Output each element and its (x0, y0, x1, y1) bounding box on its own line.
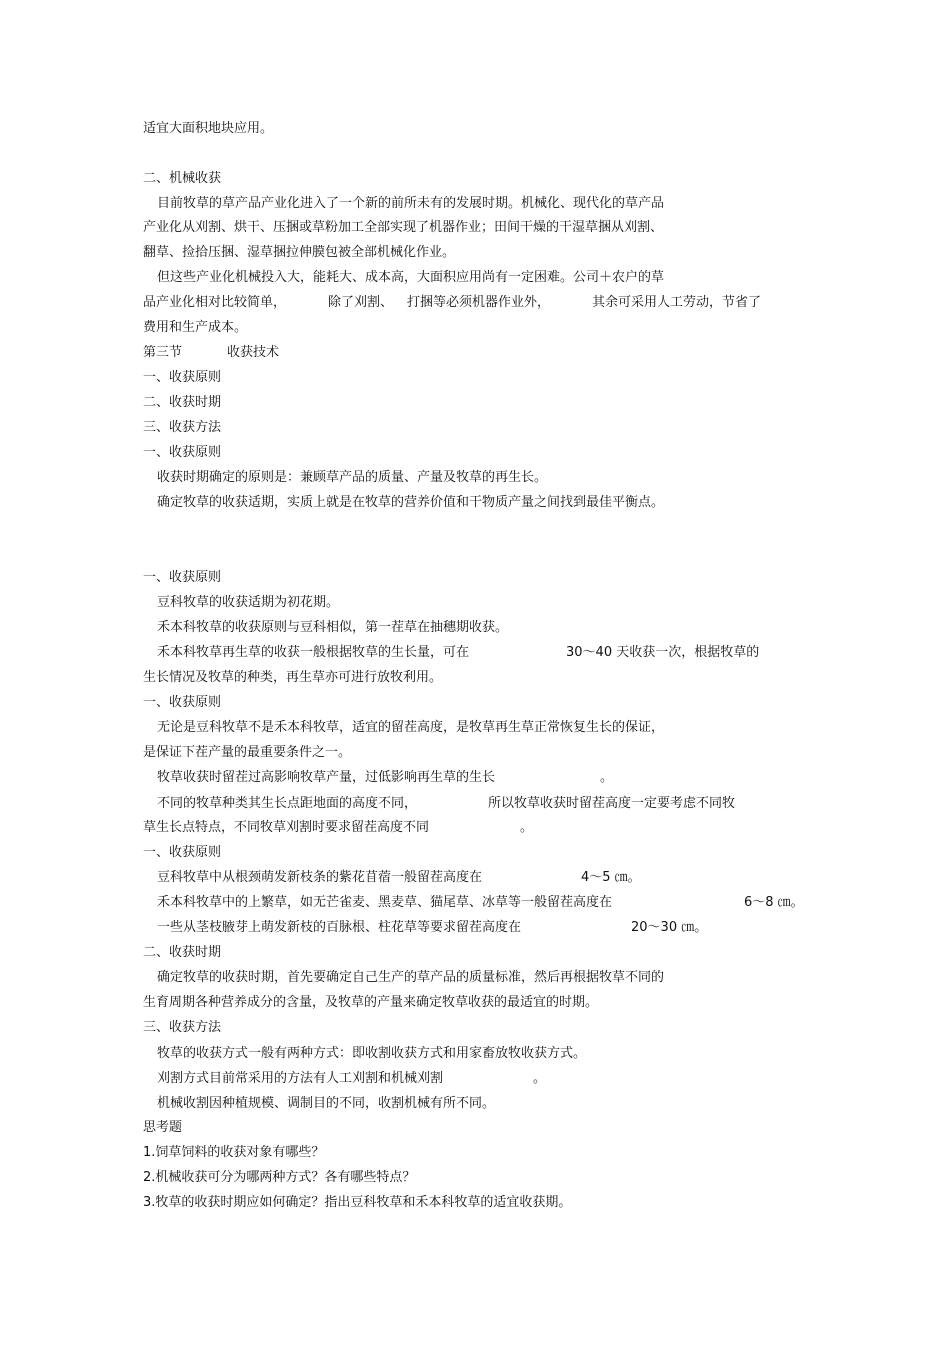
text-line: 刈割方式目前常采用的方法有人工刈割和机械刈割 (157, 1071, 444, 1086)
section-heading: 二、机械收获 (143, 171, 222, 186)
text-line: 20～30 ㎝。 (631, 920, 708, 935)
text-line: 确定牧草的收获适期，实质上就是在牧草的营养价值和干物质产量之间找到最佳平衡点。 (157, 495, 665, 510)
text-line: 生长情况及牧草的种类，再生草亦可进行放牧利用。 (143, 670, 443, 685)
text-line: 确定牧草的收获时期，首先要确定自己生产的草产品的质量标准，然后再根据牧草不同的 (157, 970, 665, 985)
text-line: 牧草的收获方式一般有两种方式：即收割收获方式和用家畜放牧收获方式。 (157, 1046, 587, 1061)
text-line: 是保证下茬产量的最重要条件之一。 (143, 745, 352, 760)
text-line: 机械收割因种植规模、调制目的不同，收割机械有所不同。 (157, 1096, 496, 1111)
text-line: 。 (520, 820, 534, 835)
section-heading: 二、收获时期 (143, 395, 222, 410)
section-heading: 一、收获原则 (143, 445, 222, 460)
question-item: 3.牧草的收获时期应如何确定？指出豆科牧草和禾本科牧草的适宜收获期。 (143, 1195, 572, 1210)
section-heading: 三、收获方法 (143, 420, 222, 435)
text-line: 不同的牧草种类其生长点距地面的高度不同， (157, 796, 418, 811)
text-line: 。 (533, 1071, 547, 1086)
text-line: 30～40 天收获一次，根据牧草的 (566, 645, 760, 660)
text-line: 翻草、捡拾压捆、湿草捆拉伸膜包被全部机械化作业。 (143, 245, 456, 260)
text-line: 4～5 ㎝。 (581, 870, 641, 885)
section-heading: 三、收获方法 (143, 1020, 222, 1035)
question-item: 2.机械收获可分为哪两种方式？各有哪些特点？ (143, 1170, 416, 1185)
section-heading: 收获技术 (227, 345, 280, 360)
text-line: 无论是豆科牧草不是禾本科牧草，适宜的留茬高度，是牧草再生草正常恢复生长的保证， (157, 720, 665, 735)
text-line: 费用和生产成本。 (143, 320, 248, 335)
section-heading: 一、收获原则 (143, 570, 222, 585)
section-heading: 一、收获原则 (143, 370, 222, 385)
text-line: 牧草收获时留茬过高影响牧草产量，过低影响再生草的生长 (157, 770, 496, 785)
section-heading: 一、收获原则 (143, 695, 222, 710)
text-line: 但这些产业化机械投入大，能耗大、成本高，大面积应用尚有一定困难。公司＋农户的草 (157, 270, 665, 285)
text-line: 品产业化相对比较简单， (143, 295, 287, 310)
text-line: 产业化从刈割、烘干、压捆或草粉加工全部实现了机器作业；田间干燥的干湿草捆从刈割、 (143, 220, 664, 235)
section-heading: 思考题 (143, 1120, 183, 1135)
text-line: 草生长点特点，不同牧草刈割时要求留茬高度不同 (143, 820, 430, 835)
text-line: 适宜大面积地块应用。 (143, 121, 274, 136)
text-line: 一些从茎枝腋芽上萌发新枝的百脉根、柱花草等要求留茬高度在 (157, 920, 522, 935)
text-line: 豆科牧草中从根颈萌发新枝条的紫花苜蓿一般留茬高度在 (157, 870, 483, 885)
text-line: 。 (600, 770, 614, 785)
text-line: 禾本科牧草再生草的收获一般根据牧草的生长量，可在 (157, 645, 470, 660)
section-heading: 第三节 (143, 345, 183, 360)
text-line: 禾本科牧草中的上繁草，如无芒雀麦、黑麦草、猫尾草、冰草等一般留茬高度在 (157, 895, 613, 910)
text-line: 所以牧草收获时留茬高度一定要考虑不同牧 (488, 796, 736, 811)
text-line: 打捆等必须机器作业外， (407, 295, 551, 310)
text-line: 豆科牧草的收获适期为初花期。 (157, 595, 340, 610)
text-line: 6～8 ㎝。 (744, 895, 804, 910)
section-heading: 一、收获原则 (143, 845, 222, 860)
text-line: 收获时期确定的原则是：兼顾草产品的质量、产量及牧草的再生长。 (157, 470, 548, 485)
question-item: 1.饲草饲料的收获对象有哪些？ (143, 1145, 325, 1160)
text-line: 禾本科牧草的收获原则与豆科相似，第一茬草在抽穗期收获。 (157, 620, 509, 635)
text-line: 除了刈割、 (328, 295, 394, 310)
text-line: 其余可采用人工劳动，节省了 (592, 295, 762, 310)
text-line: 目前牧草的草产品产业化进入了一个新的前所未有的发展时期。机械化、现代化的草产品 (157, 196, 665, 211)
section-heading: 二、收获时期 (143, 945, 222, 960)
text-line: 生育周期各种营养成分的含量，及牧草的产量来确定牧草收获的最适宜的时期。 (143, 995, 599, 1010)
